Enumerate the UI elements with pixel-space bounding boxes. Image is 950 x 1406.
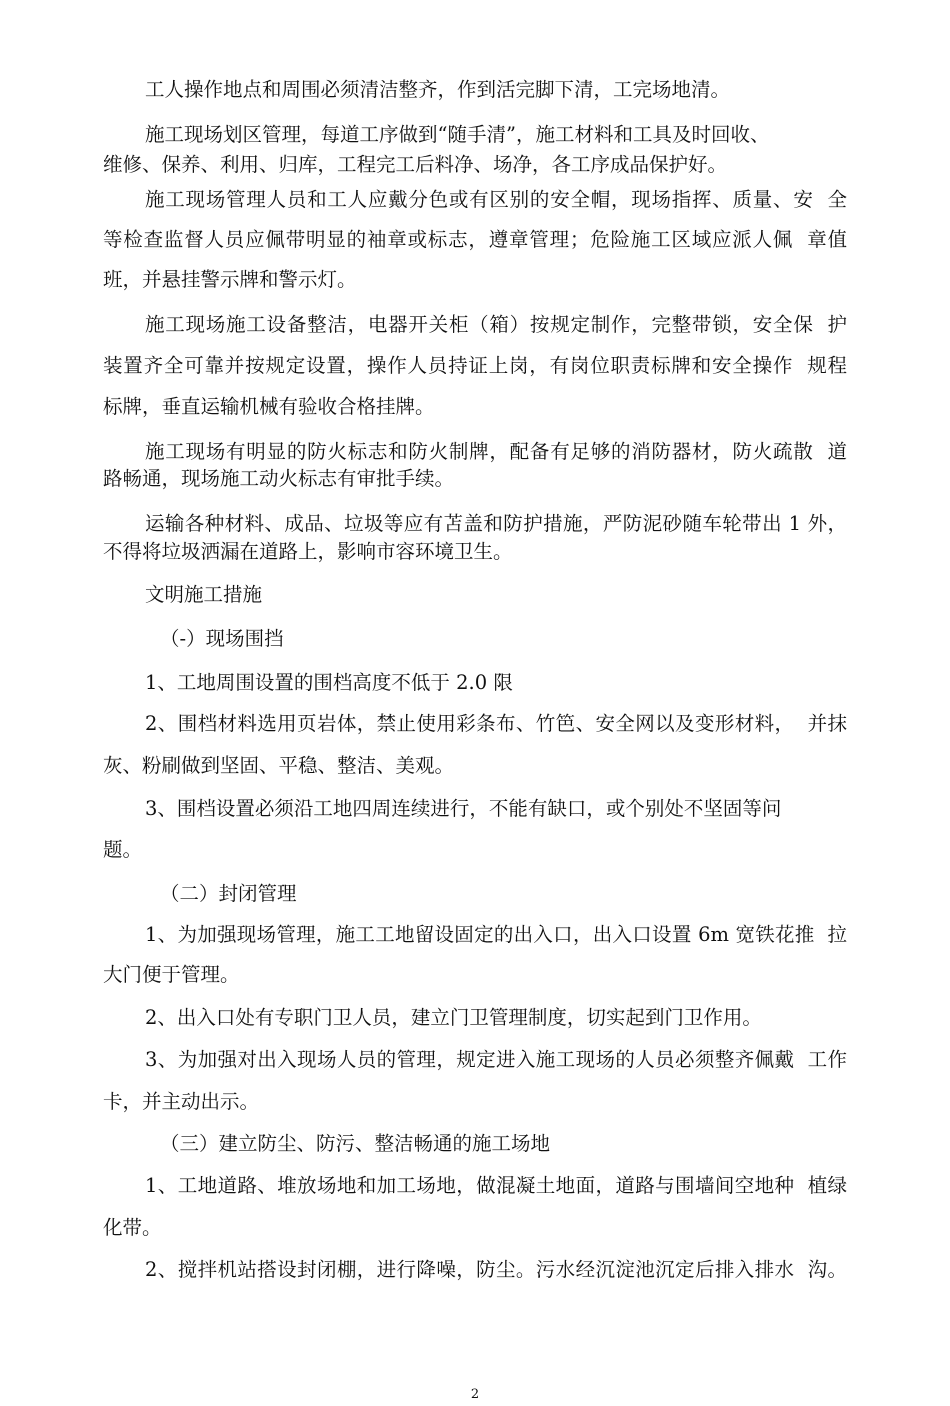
text-line: 化带。	[103, 1216, 162, 1239]
list-item: 2、搅拌机站搭设封闭棚，进行降噪，防尘。污水经沉淀池沉定后排入排水 沟。	[145, 1258, 847, 1281]
text-line: 卡，并主动出示。	[103, 1090, 260, 1113]
subsection-heading: （二）封闭管理	[160, 882, 297, 905]
text-line: 运输各种材料、成品、垃圾等应有苫盖和防护措施，严防泥砂随车轮带出 1 外，	[145, 512, 847, 535]
list-item: 1、工地周围设置的围档高度不低于 2.0 限	[145, 671, 513, 694]
subsection-heading: （三）建立防尘、防污、整洁畅通的施工场地	[160, 1132, 551, 1155]
text-line: 路畅通，现场施工动火标志有审批手续。	[103, 467, 455, 490]
text-line: 等检查监督人员应佩带明显的袖章或标志，遵章管理；危险施工区域应派人佩 章值	[103, 228, 847, 251]
page-number: 2	[470, 1387, 480, 1402]
text-line: 施工现场有明显的防火标志和防火制牌，配备有足够的消防器材，防火疏散 道	[145, 440, 847, 463]
text-line: 不得将垃圾洒漏在道路上，影响市容环境卫生。	[103, 540, 513, 563]
text-line: 施工现场施工设备整洁，电器开关柜（箱）按规定制作，完整带锁，安全保 护	[145, 313, 847, 336]
list-item: 3、围档设置必须沿工地四周连续进行，不能有缺口，或个别处不坚固等问	[145, 797, 782, 820]
subsection-heading: （-）现场围挡	[160, 627, 284, 650]
text-line: 标牌，垂直运输机械有验收合格挂牌。	[103, 395, 435, 418]
list-item: 1、工地道路、堆放场地和加工场地，做混凝土地面，道路与围墙间空地种 植绿	[145, 1174, 847, 1197]
text-line: 大门便于管理。	[103, 963, 240, 986]
list-item: 3、为加强对出入现场人员的管理，规定进入施工现场的人员必须整齐佩戴 工作	[145, 1048, 847, 1071]
text-line: 题。	[103, 838, 143, 861]
list-item: 1、为加强现场管理，施工工地留设固定的出入口，出入口设置 6m 宽铁花推 拉	[145, 923, 847, 946]
text-line: 施工现场划区管理，每道工序做到“随手清”，施工材料和工具及时回收、	[145, 123, 770, 146]
text-line: 施工现场管理人员和工人应戴分色或有区别的安全帽，现场指挥、质量、安 全	[145, 188, 847, 211]
text-line: 工人操作地点和周围必须清洁整齐，作到活完脚下清，工完场地清。	[145, 78, 731, 101]
text-line: 班，并悬挂警示牌和警示灯。	[103, 268, 357, 291]
list-item: 2、出入口处有专职门卫人员，建立门卫管理制度，切实起到门卫作用。	[145, 1006, 762, 1029]
text-line: 灰、粉刷做到坚固、平稳、整洁、美观。	[103, 754, 455, 777]
list-item: 2、围档材料选用页岩体，禁止使用彩条布、竹笆、安全网以及变形材料， 并抹	[145, 712, 847, 735]
text-line: 装置齐全可靠并按规定设置，操作人员持证上岗，有岗位职责标牌和安全操作 规程	[103, 354, 847, 377]
section-heading: 文明施工措施	[145, 583, 263, 606]
text-line: 维修、保养、利用、归库，工程完工后料净、场净，各工序成品保护好。	[103, 153, 728, 176]
